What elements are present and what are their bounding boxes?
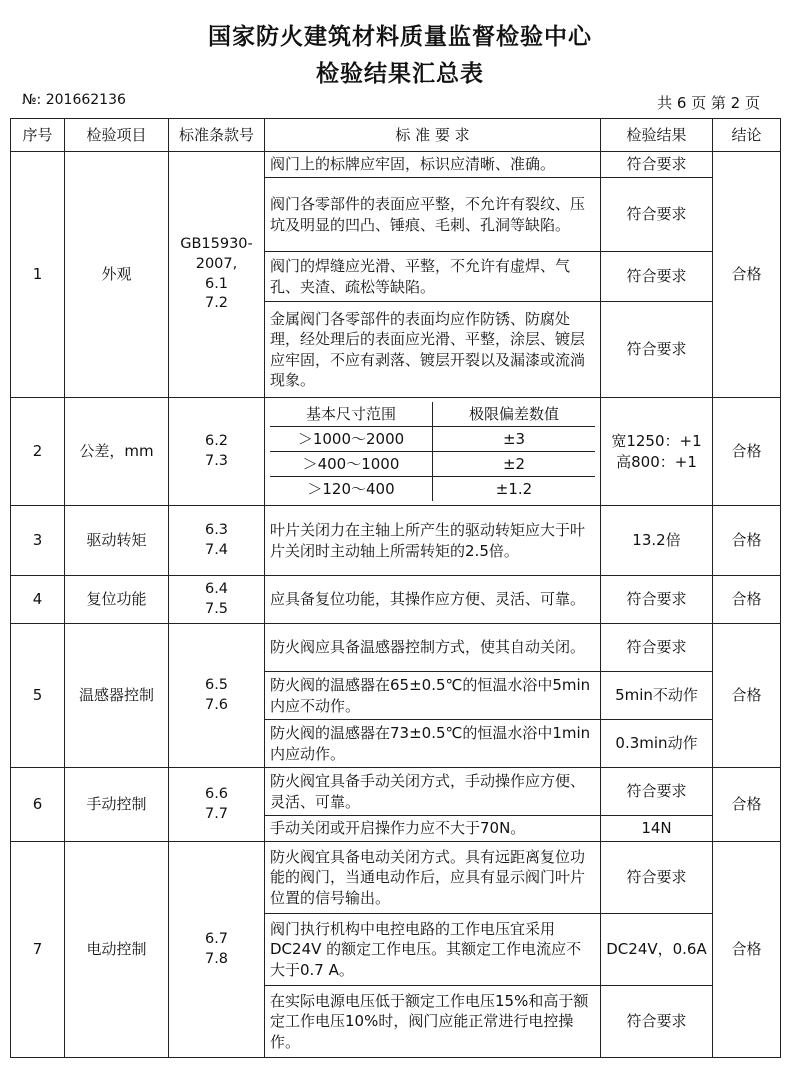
standard-clause-line: 7.7 <box>204 805 229 822</box>
item-name: 公差，mm <box>65 398 169 506</box>
tolerance-row <box>270 452 595 477</box>
test-result: 5min不动作 <box>601 672 713 720</box>
test-result: 符合要求 <box>601 576 713 624</box>
table-row <box>11 768 781 816</box>
tolerance-range: ＞120～400 <box>270 477 433 502</box>
test-result-line: 高800：+1 <box>616 452 697 471</box>
test-result: 符合要求 <box>601 842 713 914</box>
standard-clause <box>169 152 265 398</box>
conclusion: 合格 <box>713 576 781 624</box>
test-result <box>601 398 713 506</box>
standard-clause <box>169 624 265 768</box>
requirement: 阀门执行机构中电控电路的工作电压宜采用 DC24V 的额定工作电压。其额定工作电流应不大于0.7 A。 <box>265 914 601 986</box>
table-row <box>11 624 781 672</box>
item-name: 手动控制 <box>65 768 169 842</box>
requirement: 阀门各零部件的表面应平整，不允许有裂纹、压坑及明显的凹凸、锤痕、毛刺、孔洞等缺陷。 <box>265 178 601 252</box>
col-header-result: 检验结果 <box>601 119 713 152</box>
tolerance-deviation: ±1.2 <box>433 477 596 502</box>
requirement: 金属阀门各零部件的表面均应作防锈、防腐处理，经处理后的表面应光滑、平整，涂层、镀层应牢固，不应有剥落、镀层开裂以及漏漆或流淌现象。 <box>265 302 601 398</box>
table-header-row <box>11 119 781 152</box>
results-table <box>10 118 781 1058</box>
tolerance-cell <box>265 398 601 506</box>
tolerance-table <box>270 402 595 501</box>
standard-clause-line: 7.5 <box>204 600 229 617</box>
standard-clause-line: 6.7 <box>204 930 229 947</box>
test-result: 符合要求 <box>601 986 713 1058</box>
requirement: 叶片关闭力在主轴上所产生的驱动转矩应大于叶片关闭时主动轴上所需转矩的2.5倍。 <box>265 506 601 576</box>
item-number: 4 <box>11 576 65 624</box>
tolerance-row <box>270 427 595 452</box>
tolerance-header-row <box>270 402 595 427</box>
col-header-standard: 标准条款号 <box>169 119 265 152</box>
requirement: 防火阀宜具备电动关闭方式。具有远距离复位功能的阀门，当通电动作后，应具有显示阀门叶片位置的信号输出。 <box>265 842 601 914</box>
requirement: 防火阀的温感器在65±0.5℃的恒温水浴中5min内应不动作。 <box>265 672 601 720</box>
item-name: 电动控制 <box>65 842 169 1058</box>
report-title: 国家防火建筑材料质量监督检验中心 <box>208 24 592 50</box>
item-name: 驱动转矩 <box>65 506 169 576</box>
standard-clause <box>169 842 265 1058</box>
standard-clause-line: 6.5 <box>204 676 229 693</box>
standard-clause-line: 6.4 <box>204 580 229 597</box>
requirement: 应具备复位功能，其操作应方便、灵活、可靠。 <box>265 576 601 624</box>
test-result: 符合要求 <box>601 252 713 302</box>
item-name: 外观 <box>65 152 169 398</box>
table-row <box>11 506 781 576</box>
report-number: №: 201662136 <box>22 92 126 108</box>
table-row <box>11 842 781 914</box>
test-result: 符合要求 <box>601 768 713 816</box>
conclusion: 合格 <box>713 152 781 398</box>
tolerance-range: ＞400～1000 <box>270 452 433 477</box>
item-number: 2 <box>11 398 65 506</box>
standard-clause-line: 6.3 <box>204 521 229 538</box>
test-result: DC24V，0.6A <box>601 914 713 986</box>
standard-clause-line: 2007, <box>195 255 238 272</box>
conclusion: 合格 <box>713 768 781 842</box>
item-number: 7 <box>11 842 65 1058</box>
test-result: 符合要求 <box>601 624 713 672</box>
test-result: 13.2倍 <box>601 506 713 576</box>
requirement: 防火阀应具备温感器控制方式，使其自动关闭。 <box>265 624 601 672</box>
requirement: 阀门上的标牌应牢固，标识应清晰、准确。 <box>265 152 601 178</box>
conclusion: 合格 <box>713 842 781 1058</box>
requirement: 防火阀的温感器在73±0.5℃的恒温水浴中1min内应动作。 <box>265 720 601 768</box>
tolerance-deviation: ±3 <box>433 427 596 452</box>
item-number: 6 <box>11 768 65 842</box>
standard-clause <box>169 576 265 624</box>
item-number: 1 <box>11 152 65 398</box>
report-subtitle: 检验结果汇总表 <box>316 61 484 87</box>
table-row <box>11 152 781 178</box>
item-name: 复位功能 <box>65 576 169 624</box>
conclusion: 合格 <box>713 506 781 576</box>
page-indicator: 共 6 页 第 2 页 <box>657 94 760 112</box>
tolerance-row <box>270 477 595 502</box>
item-number: 5 <box>11 624 65 768</box>
test-result-line: 宽1250：+1 <box>611 432 702 451</box>
standard-clause-line: 7.4 <box>204 541 229 558</box>
standard-clause-line: 6.6 <box>204 785 229 802</box>
table-row <box>11 576 781 624</box>
standard-clause-line: 7.2 <box>204 295 229 312</box>
requirement: 防火阀宜具备手动关闭方式，手动操作应方便、灵活、可靠。 <box>265 768 601 816</box>
test-result: 0.3min动作 <box>601 720 713 768</box>
table-row <box>11 398 781 506</box>
standard-clause <box>169 506 265 576</box>
tolerance-header: 极限偏差数值 <box>433 402 596 427</box>
standard-clause-line: 7.8 <box>204 950 229 967</box>
test-result: 符合要求 <box>601 178 713 252</box>
tolerance-range: ＞1000～2000 <box>270 427 433 452</box>
test-result: 符合要求 <box>601 302 713 398</box>
conclusion: 合格 <box>713 624 781 768</box>
col-header-no: 序号 <box>11 119 65 152</box>
standard-clause-line: 6.2 <box>204 432 229 449</box>
tolerance-deviation: ±2 <box>433 452 596 477</box>
standard-clause-line: GB15930- <box>180 236 253 253</box>
requirement: 在实际电源电压低于额定工作电压15%和高于额定工作电压10%时，阀门应能正常进行电控操作。 <box>265 986 601 1058</box>
standard-clause-line: 7.3 <box>204 452 229 469</box>
requirement: 手动关闭或开启操作力应不大于70N。 <box>265 816 601 842</box>
item-number: 3 <box>11 506 65 576</box>
test-result: 14N <box>601 816 713 842</box>
col-header-requirement: 标 准 要 求 <box>265 119 601 152</box>
standard-clause-line: 6.1 <box>204 275 229 292</box>
table-body <box>11 152 781 1058</box>
col-header-conclusion: 结论 <box>713 119 781 152</box>
conclusion: 合格 <box>713 398 781 506</box>
tolerance-header: 基本尺寸范围 <box>270 402 433 427</box>
item-name: 温感器控制 <box>65 624 169 768</box>
standard-clause <box>169 398 265 506</box>
test-result: 符合要求 <box>601 152 713 178</box>
col-header-item: 检验项目 <box>65 119 169 152</box>
requirement: 阀门的焊缝应光滑、平整，不允许有虚焊、气孔、夹渣、疏松等缺陷。 <box>265 252 601 302</box>
standard-clause <box>169 768 265 842</box>
standard-clause-line: 7.6 <box>204 696 229 713</box>
